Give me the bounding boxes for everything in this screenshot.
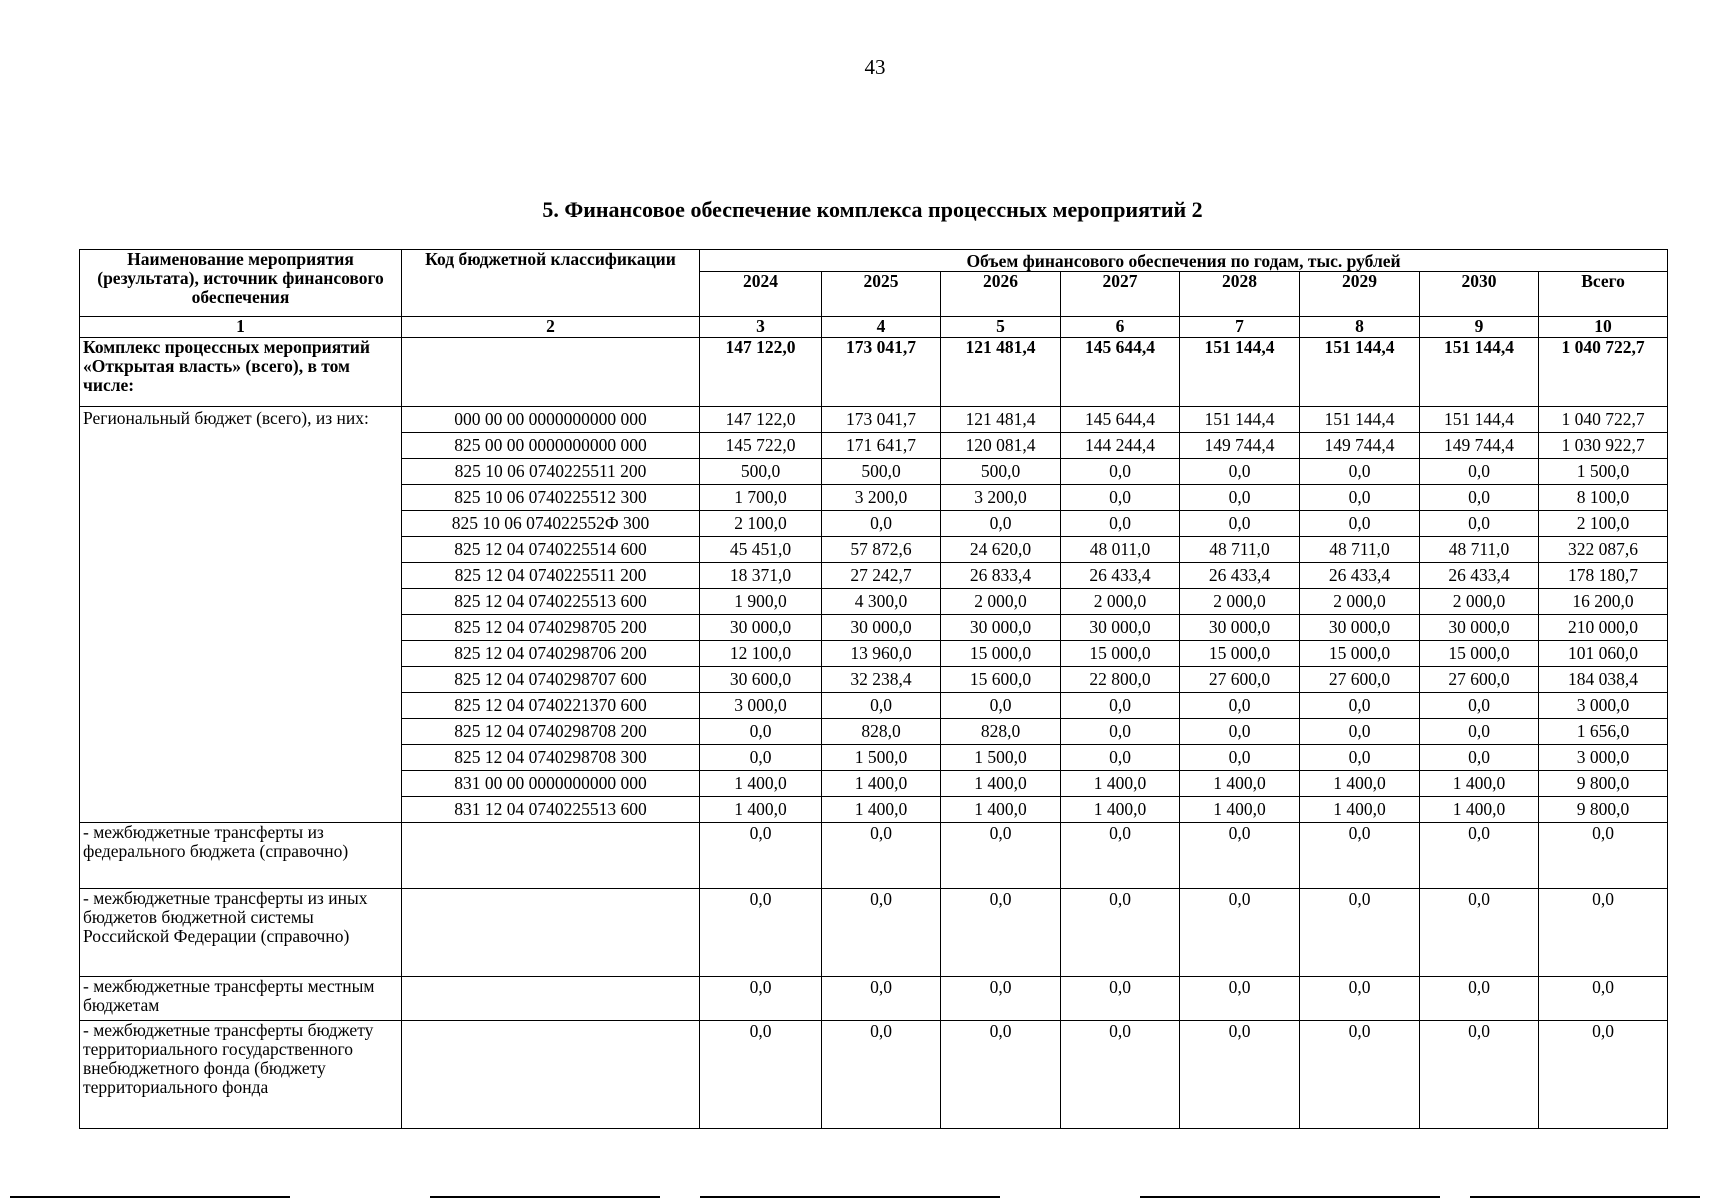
row-value: 8 100,0 xyxy=(1539,485,1668,511)
row-value: 16 200,0 xyxy=(1539,589,1668,615)
row-value: 2 000,0 xyxy=(1420,589,1539,615)
row-value: 149 744,4 xyxy=(1300,433,1420,459)
row-value: 27 600,0 xyxy=(1420,667,1539,693)
row-value: 0,0 xyxy=(700,719,822,745)
row-value: 0,0 xyxy=(1180,889,1300,977)
row-value: 0,0 xyxy=(1180,1021,1300,1129)
row-value: 0,0 xyxy=(822,1021,941,1129)
row-value: 30 000,0 xyxy=(941,615,1061,641)
row-value: 3 000,0 xyxy=(1539,693,1668,719)
header-column-number: 4 xyxy=(822,317,941,338)
row-value: 1 030 922,7 xyxy=(1539,433,1668,459)
row-value: 15 000,0 xyxy=(941,641,1061,667)
row-value: 26 433,4 xyxy=(1180,563,1300,589)
row-value: 0,0 xyxy=(1420,889,1539,977)
row-value: 145 722,0 xyxy=(700,433,822,459)
header-column-number: 5 xyxy=(941,317,1061,338)
row-value: 500,0 xyxy=(822,459,941,485)
row-value: 45 451,0 xyxy=(700,537,822,563)
row-value: 0,0 xyxy=(1300,823,1420,889)
row-value: 0,0 xyxy=(1420,511,1539,537)
row-value: 48 711,0 xyxy=(1180,537,1300,563)
row-value: 0,0 xyxy=(1300,1021,1420,1129)
row-value: 30 000,0 xyxy=(1061,615,1180,641)
row-value: 1 400,0 xyxy=(1180,797,1300,823)
row-value: 0,0 xyxy=(941,693,1061,719)
row-value: 0,0 xyxy=(1061,823,1180,889)
row-name: Комплекс процессных мероприятий «Открытая власть» (всего), в том числе: xyxy=(80,338,402,407)
row-code xyxy=(402,1021,700,1129)
header-column-number: 3 xyxy=(700,317,822,338)
row-value: 9 800,0 xyxy=(1539,771,1668,797)
row-code: 825 10 06 0740225511 200 xyxy=(402,459,700,485)
header-year: 2030 xyxy=(1420,272,1539,317)
row-value: 30 000,0 xyxy=(1420,615,1539,641)
header-year: Всего xyxy=(1539,272,1668,317)
row-value: 0,0 xyxy=(1061,719,1180,745)
row-value: 0,0 xyxy=(1420,719,1539,745)
row-value: 27 600,0 xyxy=(1180,667,1300,693)
row-value: 48 711,0 xyxy=(1300,537,1420,563)
row-value: 173 041,7 xyxy=(822,338,941,407)
row-value: 0,0 xyxy=(1539,977,1668,1021)
row-value: 171 641,7 xyxy=(822,433,941,459)
row-value: 0,0 xyxy=(1061,693,1180,719)
row-value: 322 087,6 xyxy=(1539,537,1668,563)
row-value: 48 011,0 xyxy=(1061,537,1180,563)
row-value: 151 144,4 xyxy=(1300,338,1420,407)
header-year: 2029 xyxy=(1300,272,1420,317)
row-value: 0,0 xyxy=(822,889,941,977)
row-value: 30 000,0 xyxy=(822,615,941,641)
row-value: 26 833,4 xyxy=(941,563,1061,589)
header-year: 2025 xyxy=(822,272,941,317)
row-value: 15 600,0 xyxy=(941,667,1061,693)
row-value: 3 200,0 xyxy=(822,485,941,511)
row-value: 828,0 xyxy=(941,719,1061,745)
row-value: 151 144,4 xyxy=(1180,407,1300,433)
row-value: 0,0 xyxy=(1061,889,1180,977)
row-value: 1 040 722,7 xyxy=(1539,338,1668,407)
row-value: 1 500,0 xyxy=(822,745,941,771)
row-value: 9 800,0 xyxy=(1539,797,1668,823)
row-value: 0,0 xyxy=(1061,511,1180,537)
row-value: 0,0 xyxy=(700,1021,822,1129)
row-code: 825 12 04 0740298708 300 xyxy=(402,745,700,771)
table-row xyxy=(80,1021,1668,1129)
row-name: Региональный бюджет (всего), из них: xyxy=(80,407,402,823)
row-code: 831 12 04 0740225513 600 xyxy=(402,797,700,823)
header-column-number: 1 xyxy=(80,317,402,338)
row-value: 0,0 xyxy=(941,977,1061,1021)
row-value: 22 800,0 xyxy=(1061,667,1180,693)
row-value: 30 000,0 xyxy=(1180,615,1300,641)
section-title: 5. Финансовое обеспечение комплекса процессных мероприятий 2 xyxy=(542,197,1203,222)
header-column-number: 9 xyxy=(1420,317,1539,338)
row-value: 147 122,0 xyxy=(700,407,822,433)
row-value: 2 000,0 xyxy=(1300,589,1420,615)
header-year: 2028 xyxy=(1180,272,1300,317)
row-value: 15 000,0 xyxy=(1300,641,1420,667)
row-value: 0,0 xyxy=(1300,745,1420,771)
row-value: 30 000,0 xyxy=(1300,615,1420,641)
row-value: 0,0 xyxy=(1420,459,1539,485)
row-value: 0,0 xyxy=(1420,1021,1539,1129)
row-value: 151 144,4 xyxy=(1300,407,1420,433)
row-value: 0,0 xyxy=(1061,485,1180,511)
row-code: 825 12 04 0740298708 200 xyxy=(402,719,700,745)
row-value: 0,0 xyxy=(1180,823,1300,889)
row-value: 1 400,0 xyxy=(1420,771,1539,797)
row-value: 0,0 xyxy=(822,693,941,719)
row-value: 149 744,4 xyxy=(1420,433,1539,459)
row-value: 0,0 xyxy=(700,745,822,771)
row-value: 3 000,0 xyxy=(1539,745,1668,771)
row-code: 825 12 04 0740298707 600 xyxy=(402,667,700,693)
row-value: 101 060,0 xyxy=(1539,641,1668,667)
row-value: 1 900,0 xyxy=(700,589,822,615)
header-numbers-row xyxy=(80,317,1668,338)
row-value: 3 000,0 xyxy=(700,693,822,719)
header-column-number: 7 xyxy=(1180,317,1300,338)
row-name: - межбюджетные трансферты из иных бюджетов бюджетной системы Российской Федерации (справочно) xyxy=(80,889,402,977)
table-row xyxy=(80,823,1668,889)
row-value: 0,0 xyxy=(1061,1021,1180,1129)
row-value: 0,0 xyxy=(1420,485,1539,511)
row-value: 0,0 xyxy=(1300,719,1420,745)
row-value: 0,0 xyxy=(822,511,941,537)
row-code xyxy=(402,889,700,977)
row-value: 1 656,0 xyxy=(1539,719,1668,745)
row-value: 0,0 xyxy=(1300,459,1420,485)
row-value: 24 620,0 xyxy=(941,537,1061,563)
row-value: 57 872,6 xyxy=(822,537,941,563)
row-value: 0,0 xyxy=(1420,745,1539,771)
row-value: 0,0 xyxy=(822,977,941,1021)
row-value: 0,0 xyxy=(941,1021,1061,1129)
footer-rule xyxy=(10,1196,290,1198)
row-value: 3 200,0 xyxy=(941,485,1061,511)
row-value: 1 500,0 xyxy=(941,745,1061,771)
row-value: 145 644,4 xyxy=(1061,407,1180,433)
row-name: - межбюджетные трансферты бюджету территориального государственного внебюджетного фонда (бюджету территориального фонда xyxy=(80,1021,402,1129)
header-year: 2026 xyxy=(941,272,1061,317)
row-value: 0,0 xyxy=(1539,1021,1668,1129)
row-value: 178 180,7 xyxy=(1539,563,1668,589)
header-year: 2024 xyxy=(700,272,822,317)
row-code: 825 12 04 0740225511 200 xyxy=(402,563,700,589)
row-value: 0,0 xyxy=(1180,485,1300,511)
row-value: 1 700,0 xyxy=(700,485,822,511)
row-value: 0,0 xyxy=(1300,889,1420,977)
row-value: 121 481,4 xyxy=(941,407,1061,433)
header-column-number: 10 xyxy=(1539,317,1668,338)
table-body xyxy=(80,338,1668,1129)
row-value: 151 144,4 xyxy=(1420,407,1539,433)
header-year: 2027 xyxy=(1061,272,1180,317)
row-value: 0,0 xyxy=(941,889,1061,977)
row-value: 15 000,0 xyxy=(1420,641,1539,667)
row-value: 4 300,0 xyxy=(822,589,941,615)
footer-rule xyxy=(700,1196,1000,1198)
row-value: 500,0 xyxy=(941,459,1061,485)
row-value: 15 000,0 xyxy=(1180,641,1300,667)
table-row xyxy=(80,889,1668,977)
header-column-number: 8 xyxy=(1300,317,1420,338)
row-value: 0,0 xyxy=(1539,889,1668,977)
row-value: 144 244,4 xyxy=(1061,433,1180,459)
row-value: 18 371,0 xyxy=(700,563,822,589)
page-number: 43 xyxy=(864,55,886,79)
row-value: 30 600,0 xyxy=(700,667,822,693)
row-value: 1 400,0 xyxy=(822,797,941,823)
row-value: 0,0 xyxy=(1180,745,1300,771)
table-row xyxy=(80,338,1668,407)
row-value: 0,0 xyxy=(1539,823,1668,889)
row-value: 0,0 xyxy=(1061,745,1180,771)
row-value: 2 100,0 xyxy=(700,511,822,537)
row-value: 27 242,7 xyxy=(822,563,941,589)
footer-rule xyxy=(430,1196,660,1198)
row-value: 2 000,0 xyxy=(1061,589,1180,615)
row-code xyxy=(402,977,700,1021)
row-value: 0,0 xyxy=(1061,977,1180,1021)
row-value: 145 644,4 xyxy=(1061,338,1180,407)
row-value: 0,0 xyxy=(700,889,822,977)
row-value: 173 041,7 xyxy=(822,407,941,433)
row-value: 26 433,4 xyxy=(1300,563,1420,589)
row-value: 0,0 xyxy=(1300,485,1420,511)
row-value: 13 960,0 xyxy=(822,641,941,667)
row-value: 0,0 xyxy=(1180,719,1300,745)
row-code: 825 10 06 0740225512 300 xyxy=(402,485,700,511)
footer-rule xyxy=(1470,1196,1700,1198)
financing-table xyxy=(79,249,1668,1129)
row-value: 1 400,0 xyxy=(1180,771,1300,797)
header-column-number: 6 xyxy=(1061,317,1180,338)
row-code: 825 00 00 0000000000 000 xyxy=(402,433,700,459)
row-value: 0,0 xyxy=(1420,977,1539,1021)
row-name: - межбюджетные трансферты из федерального бюджета (справочно) xyxy=(80,823,402,889)
row-value: 26 433,4 xyxy=(1420,563,1539,589)
header-column-number: 2 xyxy=(402,317,700,338)
row-value: 1 400,0 xyxy=(1420,797,1539,823)
row-value: 0,0 xyxy=(1061,459,1180,485)
row-value: 0,0 xyxy=(1420,823,1539,889)
row-value: 0,0 xyxy=(700,977,822,1021)
row-value: 1 400,0 xyxy=(822,771,941,797)
row-value: 184 038,4 xyxy=(1539,667,1668,693)
row-value: 0,0 xyxy=(822,823,941,889)
row-value: 2 100,0 xyxy=(1539,511,1668,537)
row-value: 15 000,0 xyxy=(1061,641,1180,667)
row-code: 000 00 00 0000000000 000 xyxy=(402,407,700,433)
row-value: 210 000,0 xyxy=(1539,615,1668,641)
row-value: 1 400,0 xyxy=(1300,797,1420,823)
row-value: 828,0 xyxy=(822,719,941,745)
row-value: 0,0 xyxy=(1180,693,1300,719)
row-code: 825 12 04 0740298706 200 xyxy=(402,641,700,667)
row-value: 121 481,4 xyxy=(941,338,1061,407)
header-code: Код бюджетной классификации xyxy=(402,250,700,317)
row-code: 825 12 04 0740225513 600 xyxy=(402,589,700,615)
row-value: 0,0 xyxy=(941,823,1061,889)
row-value: 0,0 xyxy=(1180,977,1300,1021)
row-code: 825 12 04 0740221370 600 xyxy=(402,693,700,719)
row-name: - межбюджетные трансферты местным бюджетам xyxy=(80,977,402,1021)
table-row xyxy=(80,977,1668,1021)
header-volume: Объем финансового обеспечения по годам, тыс. рублей xyxy=(700,250,1668,272)
row-value: 0,0 xyxy=(1300,511,1420,537)
row-value: 147 122,0 xyxy=(700,338,822,407)
row-code xyxy=(402,338,700,407)
row-value: 0,0 xyxy=(1180,459,1300,485)
row-code xyxy=(402,823,700,889)
header-name: Наименование мероприятия (результата), источник финансового обеспечения xyxy=(80,250,402,317)
row-code: 831 00 00 0000000000 000 xyxy=(402,771,700,797)
row-value: 2 000,0 xyxy=(941,589,1061,615)
row-value: 0,0 xyxy=(1300,693,1420,719)
row-value: 30 000,0 xyxy=(700,615,822,641)
row-value: 0,0 xyxy=(700,823,822,889)
row-value: 12 100,0 xyxy=(700,641,822,667)
row-value: 32 238,4 xyxy=(822,667,941,693)
row-value: 1 400,0 xyxy=(1061,797,1180,823)
row-code: 825 12 04 0740225514 600 xyxy=(402,537,700,563)
row-value: 149 744,4 xyxy=(1180,433,1300,459)
row-value: 1 400,0 xyxy=(1061,771,1180,797)
row-value: 500,0 xyxy=(700,459,822,485)
row-code: 825 12 04 0740298705 200 xyxy=(402,615,700,641)
footer-rule xyxy=(1140,1196,1440,1198)
row-value: 1 400,0 xyxy=(941,771,1061,797)
row-value: 1 400,0 xyxy=(700,797,822,823)
row-value: 27 600,0 xyxy=(1300,667,1420,693)
row-value: 0,0 xyxy=(1420,693,1539,719)
row-value: 0,0 xyxy=(1180,511,1300,537)
row-value: 120 081,4 xyxy=(941,433,1061,459)
row-value: 1 500,0 xyxy=(1539,459,1668,485)
row-value: 1 040 722,7 xyxy=(1539,407,1668,433)
table-row xyxy=(80,407,1668,433)
row-value: 151 144,4 xyxy=(1420,338,1539,407)
row-value: 48 711,0 xyxy=(1420,537,1539,563)
row-value: 151 144,4 xyxy=(1180,338,1300,407)
row-value: 26 433,4 xyxy=(1061,563,1180,589)
row-value: 2 000,0 xyxy=(1180,589,1300,615)
row-value: 1 400,0 xyxy=(1300,771,1420,797)
row-value: 1 400,0 xyxy=(700,771,822,797)
row-value: 0,0 xyxy=(1300,977,1420,1021)
row-code: 825 10 06 074022552Ф 300 xyxy=(402,511,700,537)
row-value: 1 400,0 xyxy=(941,797,1061,823)
row-value: 0,0 xyxy=(941,511,1061,537)
